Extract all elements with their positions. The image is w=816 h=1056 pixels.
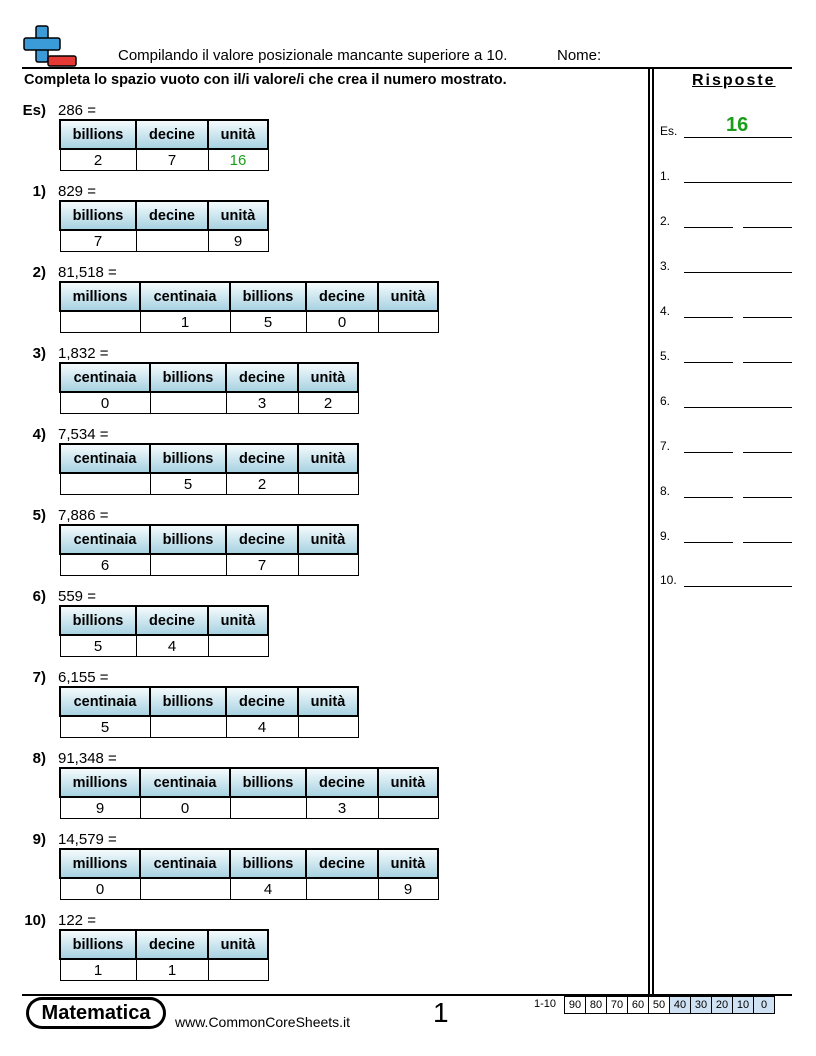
column-header: billions	[150, 444, 226, 473]
answer-blank[interactable]	[743, 542, 792, 543]
digit-cell[interactable]	[378, 797, 438, 819]
answer-blank[interactable]	[684, 182, 792, 183]
problem-label: 4)	[32, 426, 46, 443]
place-value-table	[59, 767, 439, 819]
digit-cell[interactable]	[140, 878, 230, 900]
digit-cell: 3	[306, 797, 378, 819]
digit-cell: 0	[140, 797, 230, 819]
problem-label: 9)	[32, 831, 46, 848]
column-header: decine	[226, 444, 298, 473]
column-header: billions	[150, 525, 226, 554]
column-header: unità	[298, 363, 358, 392]
digit-cell: 5	[150, 473, 226, 495]
page-number: 1	[433, 997, 449, 1028]
place-value-table	[59, 443, 359, 495]
score-cell: 10	[732, 996, 754, 1014]
column-header: unità	[208, 201, 268, 230]
answer-row-label: 8.	[660, 484, 671, 498]
answer-row-label: Es.	[660, 124, 678, 138]
problem-label: 5)	[32, 507, 46, 524]
problem-number: 14,579 =	[58, 831, 117, 848]
digit-cell[interactable]	[150, 554, 226, 576]
problem-number: 6,155 =	[58, 669, 109, 686]
digit-cell: 0	[306, 311, 378, 333]
column-header: decine	[226, 687, 298, 716]
place-value-table	[59, 686, 359, 738]
column-header: centinaia	[140, 282, 230, 311]
answer-blank[interactable]	[743, 317, 792, 318]
answer-blank[interactable]	[743, 497, 792, 498]
column-header: billions	[60, 606, 136, 635]
digit-cell: 7	[226, 554, 298, 576]
example-answer: 16	[726, 114, 749, 136]
answer-row-label: 9.	[660, 529, 671, 543]
place-value-table	[59, 605, 269, 657]
digit-cell: 4	[230, 878, 306, 900]
place-value-table	[59, 362, 359, 414]
problem-number: 122 =	[58, 912, 96, 929]
answer-blank[interactable]	[743, 227, 792, 228]
digit-cell: 1	[140, 311, 230, 333]
column-header: billions	[230, 768, 306, 797]
problem-number: 91,348 =	[58, 750, 117, 767]
column-header: centinaia	[60, 525, 150, 554]
column-header: unità	[378, 282, 438, 311]
digit-cell[interactable]	[230, 797, 306, 819]
place-value-table	[59, 524, 359, 576]
column-header: unità	[208, 120, 268, 149]
answer-row-label: 5.	[660, 349, 671, 363]
digit-cell: 0	[60, 392, 150, 414]
column-header: centinaia	[60, 363, 150, 392]
digit-cell[interactable]	[208, 959, 268, 981]
digit-cell[interactable]	[136, 230, 208, 252]
digit-cell: 9	[208, 230, 268, 252]
score-cell: 50	[648, 996, 670, 1014]
problem-number: 7,886 =	[58, 507, 109, 524]
digit-cell: 4	[226, 716, 298, 738]
score-cell: 20	[711, 996, 733, 1014]
column-header: unità	[208, 606, 268, 635]
answer-row-label: 3.	[660, 259, 671, 273]
score-cell: 90	[564, 996, 586, 1014]
column-header: centinaia	[140, 768, 230, 797]
problem-label: 3)	[32, 345, 46, 362]
column-header: billions	[150, 363, 226, 392]
column-header: decine	[306, 849, 378, 878]
column-header: millions	[60, 282, 140, 311]
place-value-table	[59, 848, 439, 900]
answer-blank[interactable]	[684, 542, 733, 543]
column-header: billions	[150, 687, 226, 716]
score-range-label: 1-10	[534, 998, 557, 1010]
score-cell: 80	[585, 996, 607, 1014]
digit-cell: 5	[60, 635, 136, 657]
column-header: decine	[136, 606, 208, 635]
answer-blank[interactable]	[684, 227, 733, 228]
answer-blank[interactable]	[684, 317, 733, 318]
digit-cell[interactable]	[208, 635, 268, 657]
answer-blank[interactable]	[684, 586, 792, 587]
digit-cell: 2	[298, 392, 358, 414]
digit-cell: 2	[60, 149, 136, 171]
problem-number: 1,832 =	[58, 345, 109, 362]
digit-cell[interactable]	[378, 311, 438, 333]
site-url: www.CommonCoreSheets.it	[175, 1014, 351, 1030]
problem-number: 7,534 =	[58, 426, 109, 443]
subject-badge-label: Matematica	[29, 1000, 163, 1026]
column-header: billions	[230, 849, 306, 878]
answer-row-label: 4.	[660, 304, 671, 318]
column-header: unità	[208, 930, 268, 959]
digit-cell[interactable]	[150, 716, 226, 738]
digit-cell[interactable]	[60, 473, 150, 495]
column-header: decine	[306, 282, 378, 311]
column-header: decine	[136, 120, 208, 149]
answer-blank[interactable]	[684, 137, 792, 138]
column-header: billions	[60, 930, 136, 959]
column-header: unità	[298, 525, 358, 554]
answer-blank[interactable]	[684, 362, 733, 363]
column-header: unità	[298, 687, 358, 716]
column-header: billions	[60, 120, 136, 149]
column-header: billions	[230, 282, 306, 311]
column-header: centinaia	[60, 687, 150, 716]
column-header: centinaia	[140, 849, 230, 878]
answer-row-label: 7.	[660, 439, 671, 453]
column-header: decine	[226, 363, 298, 392]
column-header: decine	[136, 930, 208, 959]
digit-cell: 5	[60, 716, 150, 738]
problem-label: Es)	[22, 102, 46, 119]
problem-label: 8)	[32, 750, 46, 767]
answer-blank[interactable]	[684, 407, 792, 408]
column-header: billions	[60, 201, 136, 230]
problem-number: 286 =	[58, 102, 96, 119]
score-table	[565, 996, 775, 1014]
score-cell: 40	[669, 996, 691, 1014]
column-header: decine	[306, 768, 378, 797]
problem-number: 829 =	[58, 183, 96, 200]
digit-cell: 2	[226, 473, 298, 495]
answer-row-label: 1.	[660, 169, 671, 183]
problem-label: 2)	[32, 264, 46, 281]
digit-cell: 0	[60, 878, 140, 900]
answer-row-label: 2.	[660, 214, 671, 228]
answer-row-label: 10.	[660, 573, 677, 587]
score-cell: 70	[606, 996, 628, 1014]
column-header: millions	[60, 768, 140, 797]
column-header: decine	[226, 525, 298, 554]
column-header: unità	[378, 768, 438, 797]
digit-cell[interactable]	[306, 878, 378, 900]
column-header: unità	[378, 849, 438, 878]
digit-cell: 5	[230, 311, 306, 333]
problem-label: 1)	[32, 183, 46, 200]
problem-label: 6)	[32, 588, 46, 605]
score-cell: 60	[627, 996, 649, 1014]
plus-minus-logo-icon	[22, 24, 78, 68]
digit-cell: 1	[136, 959, 208, 981]
worksheet-title: Compilando il valore posizionale mancante superiore a 10.	[118, 47, 508, 64]
answer-blank[interactable]	[684, 272, 792, 273]
digit-cell: 7	[136, 149, 208, 171]
place-value-table	[59, 119, 269, 171]
digit-cell: 16	[208, 149, 268, 171]
answer-blank[interactable]	[743, 452, 792, 453]
place-value-table	[59, 281, 439, 333]
digit-cell[interactable]	[150, 392, 226, 414]
digit-cell[interactable]	[298, 554, 358, 576]
problem-label: 7)	[32, 669, 46, 686]
column-header: decine	[136, 201, 208, 230]
subject-badge	[26, 997, 166, 1029]
top-divider	[22, 67, 792, 69]
answer-row-label: 6.	[660, 394, 671, 408]
instructions: Completa lo spazio vuoto con il/i valore/i che crea il numero mostrato.	[24, 72, 507, 88]
digit-cell: 9	[60, 797, 140, 819]
score-cell: 30	[690, 996, 712, 1014]
digit-cell: 9	[378, 878, 438, 900]
answer-column-divider	[648, 68, 654, 994]
answer-blank[interactable]	[743, 362, 792, 363]
digit-cell: 6	[60, 554, 150, 576]
problem-label: 10)	[24, 912, 46, 929]
place-value-table	[59, 200, 269, 252]
column-header: unità	[298, 444, 358, 473]
problem-number: 81,518 =	[58, 264, 117, 281]
digit-cell[interactable]	[60, 311, 140, 333]
digit-cell: 3	[226, 392, 298, 414]
column-header: centinaia	[60, 444, 150, 473]
digit-cell: 1	[60, 959, 136, 981]
digit-cell: 7	[60, 230, 136, 252]
score-cell: 0	[753, 996, 775, 1014]
answer-blank[interactable]	[684, 452, 733, 453]
digit-cell[interactable]	[298, 716, 358, 738]
digit-cell[interactable]	[298, 473, 358, 495]
column-header: millions	[60, 849, 140, 878]
answer-blank[interactable]	[684, 497, 733, 498]
problem-number: 559 =	[58, 588, 96, 605]
name-label: Nome:	[557, 47, 602, 64]
place-value-table	[59, 929, 269, 981]
answers-title: Risposte	[692, 72, 776, 89]
digit-cell: 4	[136, 635, 208, 657]
